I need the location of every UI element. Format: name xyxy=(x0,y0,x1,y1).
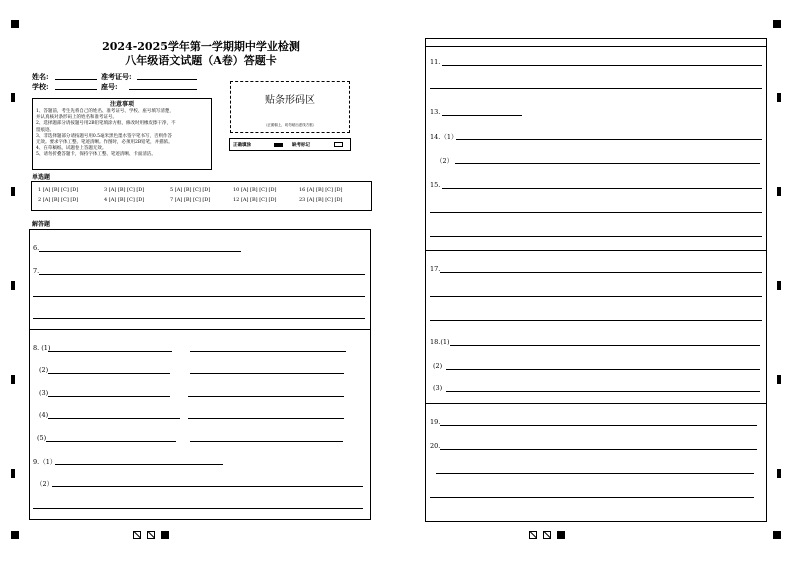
choice-q1[interactable]: 1 [A] [B] [C] [D] xyxy=(38,187,79,193)
q17-label: 17. xyxy=(430,265,441,273)
q19-label: 19. xyxy=(430,418,441,426)
choice-q3[interactable]: 3 [A] [B] [C] [D] xyxy=(104,187,145,193)
q9-1-label: 9.（1） xyxy=(33,458,57,466)
q20-label: 20. xyxy=(430,442,441,450)
answer-section-heading: 解答题 xyxy=(32,221,51,228)
exam-title-line1: 2024-2025学年第一学期期中学业检测 xyxy=(102,40,300,53)
q18-2-answer-line[interactable] xyxy=(446,369,760,370)
q18-1-answer-line[interactable] xyxy=(450,345,760,346)
q8-3-answer-line-b[interactable] xyxy=(188,396,344,397)
side-mark xyxy=(11,375,15,384)
barcode-title: 贴条形码区 xyxy=(265,95,315,106)
q8-4-answer-line[interactable] xyxy=(48,418,180,419)
page-marker-empty xyxy=(133,531,141,539)
q8-3-label: (3) xyxy=(39,389,49,397)
q8-5-answer-line[interactable] xyxy=(46,441,176,442)
page-marker-empty xyxy=(529,531,537,539)
side-mark xyxy=(777,469,781,478)
fill-legend xyxy=(229,138,351,151)
q8-1-answer-line-b[interactable] xyxy=(190,351,346,352)
notice-item: 1、答题前，考生先将自己的姓名、准考证号、学校、座号填写清楚， xyxy=(36,109,174,114)
q20-answer-line[interactable] xyxy=(430,497,754,498)
corner-mark-top-left xyxy=(11,20,19,28)
side-mark xyxy=(11,281,15,290)
q19-answer-line[interactable] xyxy=(440,425,757,426)
q8-2-answer-line[interactable] xyxy=(48,373,170,374)
notice-title: 注意事项 xyxy=(109,101,134,108)
correct-fill-sample xyxy=(274,143,283,147)
notice-item: 无效。要求字体工整、笔迹清晰。作图时，必须用2B铅笔，并描浓。 xyxy=(36,140,173,146)
corner-mark-bottom-left xyxy=(11,531,19,539)
side-mark xyxy=(777,375,781,384)
absent-mark-label: 缺考标记 xyxy=(292,143,310,148)
q18-2-label: (2) xyxy=(433,362,443,370)
notice-box xyxy=(32,98,212,170)
single-choice-heading: 单选题 xyxy=(32,174,51,181)
q15-answer-line[interactable] xyxy=(430,236,762,237)
q11-answer-line[interactable] xyxy=(442,65,762,66)
side-mark xyxy=(777,281,781,290)
correct-fill-label: 正确填涂 xyxy=(233,143,251,148)
choice-q7[interactable]: 7 [A] [B] [C] [D] xyxy=(170,197,211,203)
q15-answer-line[interactable] xyxy=(442,188,762,189)
absent-mark-box[interactable] xyxy=(334,142,343,147)
q18-3-answer-line[interactable] xyxy=(446,391,760,392)
choice-q16[interactable]: 16 [A] [B] [C] [D] xyxy=(299,187,343,193)
q17-answer-line[interactable] xyxy=(430,296,762,297)
corner-mark-top-right xyxy=(773,20,781,28)
choice-q12[interactable]: 12 [A] [B] [C] [D] xyxy=(233,197,277,203)
q7-answer-line[interactable] xyxy=(33,318,365,319)
q15-answer-line[interactable] xyxy=(430,212,762,213)
notice-item: 2、选择题部分请按题号用2B铅笔填涂方框，修改时用橡皮擦干净，不 xyxy=(36,121,176,127)
choice-q10[interactable]: 10 [A] [B] [C] [D] xyxy=(233,187,277,193)
barcode-area xyxy=(230,81,350,133)
exam-number-field[interactable] xyxy=(137,79,197,80)
q15-label: 15. xyxy=(430,181,441,189)
q6-answer-line[interactable] xyxy=(39,251,241,252)
notice-item: 4、在草稿纸、试题卷上答题无效。 xyxy=(36,146,107,152)
side-mark xyxy=(777,187,781,196)
q7-answer-line[interactable] xyxy=(33,296,365,297)
q8-2-answer-line-b[interactable] xyxy=(190,373,344,374)
notice-item: 留痕迹。 xyxy=(36,127,54,133)
q13-answer-line[interactable] xyxy=(442,115,522,116)
q11-answer-line[interactable] xyxy=(430,88,762,89)
page-marker-filled xyxy=(557,531,565,539)
q6-label: 6. xyxy=(33,244,40,252)
choice-q23[interactable]: 23 [A] [B] [C] [D] xyxy=(299,197,343,203)
q17-answer-line[interactable] xyxy=(430,320,762,321)
single-choice-box xyxy=(31,181,372,211)
choice-q4[interactable]: 4 [A] [B] [C] [D] xyxy=(104,197,145,203)
q8-4-answer-line-b[interactable] xyxy=(188,418,344,419)
side-mark xyxy=(11,187,15,196)
name-label: 姓名: xyxy=(32,72,49,81)
answer-box-q6-q7 xyxy=(29,229,371,330)
q20-answer-line[interactable] xyxy=(436,473,754,474)
page-marker-empty xyxy=(543,531,551,539)
q17-answer-line[interactable] xyxy=(440,272,762,273)
q14-1-label: 14.（1） xyxy=(430,133,458,141)
choice-q2[interactable]: 2 [A] [B] [C] [D] xyxy=(38,197,79,203)
panel-divider xyxy=(425,46,767,47)
q7-label: 7. xyxy=(33,267,40,275)
panel-divider xyxy=(425,403,767,404)
q9-2-answer-line[interactable] xyxy=(33,508,363,509)
notice-item: 5、请勿折叠答题卡，保持字体工整、笔迹清晰、卡面清洁。 xyxy=(36,152,156,158)
q13-label: 13. xyxy=(430,108,441,116)
school-label: 学校: xyxy=(32,82,49,91)
q9-2-label: （2） xyxy=(36,480,54,488)
notice-item: 并认真核对条形码上的姓名和准考证号。 xyxy=(36,115,117,121)
q8-1-label: 8. (1) xyxy=(33,344,51,352)
q8-5-answer-line-b[interactable] xyxy=(190,441,343,442)
panel-divider xyxy=(425,250,767,251)
q8-3-answer-line[interactable] xyxy=(48,396,170,397)
exam-number-label: 准考证号: xyxy=(101,72,132,81)
q7-answer-line[interactable] xyxy=(39,274,365,275)
answer-box-q8-q9 xyxy=(29,329,371,520)
q14-2-answer-line[interactable] xyxy=(455,163,760,164)
choice-q5[interactable]: 5 [A] [B] [C] [D] xyxy=(170,187,211,193)
page-marker-filled xyxy=(161,531,169,539)
q8-1-answer-line[interactable] xyxy=(48,351,172,352)
name-field[interactable] xyxy=(55,79,97,80)
q9-1-answer-line[interactable] xyxy=(55,464,223,465)
school-field[interactable] xyxy=(55,89,97,90)
q14-2-label: （2） xyxy=(436,157,454,165)
q20-answer-line[interactable] xyxy=(440,449,757,450)
q8-4-label: (4) xyxy=(39,411,49,419)
q9-2-answer-line[interactable] xyxy=(52,486,363,487)
side-mark xyxy=(777,93,781,102)
exam-title-line2: 八年级语文试题（A卷）答题卡 xyxy=(125,54,277,67)
q18-3-label: (3) xyxy=(433,384,443,392)
page-marker-empty xyxy=(147,531,155,539)
side-mark xyxy=(11,469,15,478)
notice-item: 3、非选择题部分请按题号用0.5毫米黑色墨水签字笔书写，否则作答 xyxy=(36,133,173,139)
q14-1-answer-line[interactable] xyxy=(456,139,762,140)
corner-mark-bottom-right xyxy=(773,531,781,539)
seat-number-field[interactable] xyxy=(129,89,197,90)
q8-2-label: (2) xyxy=(39,366,49,374)
barcode-note: （正面朝上，切勿贴出虚线方框） xyxy=(263,123,317,127)
q18-1-label: 18.(1) xyxy=(430,338,450,346)
side-mark xyxy=(11,93,15,102)
q8-5-label: (5) xyxy=(37,434,47,442)
seat-number-label: 座号: xyxy=(101,82,118,91)
q11-label: 11. xyxy=(430,58,441,66)
